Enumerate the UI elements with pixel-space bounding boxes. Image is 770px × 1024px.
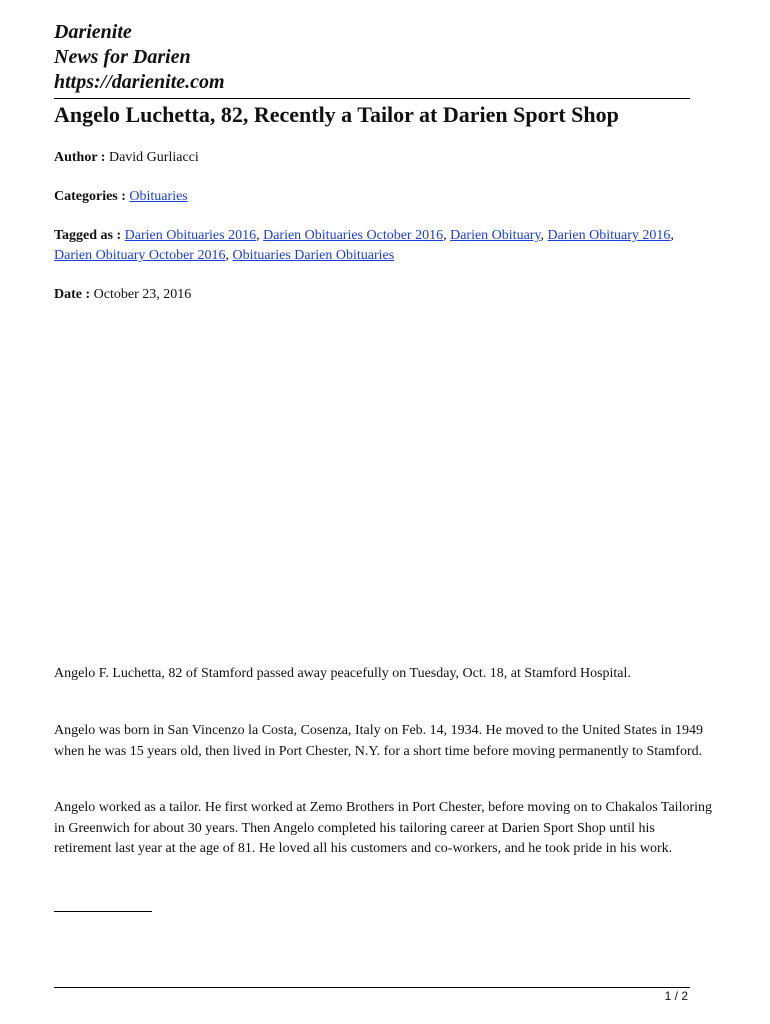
tag-link[interactable]: Darien Obituaries October 2016: [263, 228, 444, 243]
categories-label: Categories :: [54, 189, 126, 204]
tag-link[interactable]: Darien Obituaries 2016: [124, 228, 257, 243]
article-paragraph: Angelo worked as a tailor. He first worked at Zemo Brothers in Port Chester, before moving on to Chakalos Tailoring in Greenwich for about 30 years. Then Angelo completed his tailoring career at Darien Sport Shop until his retirement last year at the age of 81. He loved all his customers and co-workers, and he took pride in his work.: [54, 800, 713, 856]
author-name: David Gurliacci: [108, 150, 199, 165]
categories-line: [54, 187, 704, 207]
header-divider: [54, 98, 690, 99]
site-url: https://darienite.com: [54, 71, 225, 93]
tag-separator: ,: [256, 228, 264, 243]
publish-date: October 23, 2016: [93, 287, 192, 302]
masthead: [54, 20, 225, 95]
page-indicator: 1 / 2: [664, 989, 688, 1003]
category-link-obituaries[interactable]: Obituaries: [129, 189, 188, 204]
tag-separator: ,: [540, 228, 548, 243]
article-paragraph: Angelo was born in San Vincenzo la Costa, Cosenza, Italy on Feb. 14, 1934. He moved to the United States in 1949 when he was 15 years old, then lived in Port Chester, N.Y. for a short time before moving permanently to Stamford.: [54, 723, 704, 759]
tag-separator: ,: [443, 228, 451, 243]
site-tagline: News for Darien: [54, 46, 191, 68]
author-label: Author :: [54, 150, 106, 165]
footer-divider: [54, 987, 690, 988]
footnote-divider: [54, 911, 152, 912]
tag-link[interactable]: Darien Obituary: [450, 228, 541, 243]
tag-separator: ,: [225, 248, 233, 263]
tag-link[interactable]: Darien Obituary October 2016: [54, 248, 226, 263]
site-name: Darienite: [54, 21, 132, 43]
article-title: Angelo Luchetta, 82, Recently a Tailor at Darien Sport Shop: [54, 102, 619, 127]
tags-line: [54, 226, 704, 266]
tags-label: Tagged as :: [54, 228, 122, 243]
tag-link[interactable]: Obituaries Darien Obituaries: [232, 248, 395, 263]
tag-separator: ,: [670, 228, 674, 243]
tag-link[interactable]: Darien Obituary 2016: [547, 228, 671, 243]
date-line: [54, 285, 704, 305]
author-line: [54, 148, 704, 168]
date-label: Date :: [54, 287, 91, 302]
article-paragraph: Angelo F. Luchetta, 82 of Stamford passed away peacefully on Tuesday, Oct. 18, at Stamford Hospital.: [54, 666, 631, 681]
